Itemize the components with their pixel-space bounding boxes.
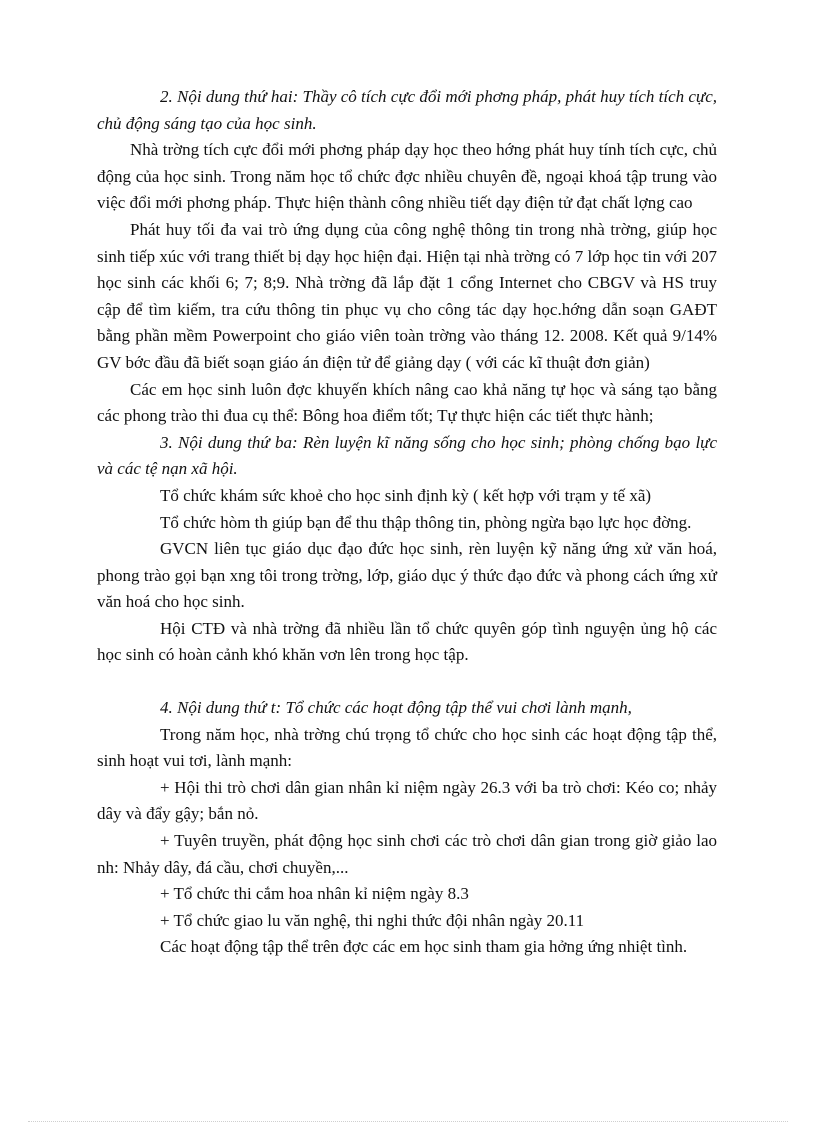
section-heading-3: 3. Nội dung thứ ba: Rèn luyện kĩ năng sống cho học sinh; phòng chống bạo lực và các tệ nạn xã hội. xyxy=(97,432,717,479)
paragraph: Các hoạt động tập thể trên đợc các em học sinh tham gia hởng ứng nhiệt tình. xyxy=(160,937,688,957)
section-heading-4: 4. Nội dung thứ t: Tổ chức các hoạt động tập thể vui chơi lành mạnh, xyxy=(160,698,632,718)
section-heading-2: 2. Nội dung thứ hai: Thầy cô tích cực đổi mới phơng pháp, phát huy tích tích cực, chủ động sáng tạo của học sinh. xyxy=(97,87,717,133)
list-item: + Tuyên truyền, phát động học sinh chơi các trò chơi dân gian trong giờ giảo lao nh: Nhảy dây, đá cầu, chơi chuyền,... xyxy=(97,831,717,877)
page-bottom-rule xyxy=(28,1121,788,1122)
paragraph: Tổ chức hòm th giúp bạn để thu thập thông tin, phòng ngừa bạo lực học đờng. xyxy=(160,512,692,532)
list-item: + Tổ chức giao lu văn nghệ, thi nghi thức đội nhân ngày 20.11 xyxy=(160,910,585,930)
document-body xyxy=(97,84,717,961)
paragraph: Hội CTĐ và nhà trờng đã nhiều lần tổ chức quyên góp tình nguyện ủng hộ các học sinh có hoàn cảnh khó khăn vơn lên trong học tập. xyxy=(97,618,717,665)
paragraph: Phát huy tối đa vai trò ứng dụng của công nghệ thông tin trong nhà trờng, giúp học sinh tiếp xúc với trang thiết bị dạy học hiện đại. Hiện tại nhà trờng có 7 lớp học tin với 207 học sinh các khối 6; 7; 8;9. Nhà trờng đã lắp đặt 1 cổng Internet cho CBGV và HS truy cập để tìm kiếm, tra cứu thông tin phục vụ cho công tác dạy học.hớng dẫn soạn GAĐT bằng phần mềm Powerpoint cho giáo viên toàn trờng vào tháng 12. 2008. Kết quả 9/14% GV bớc đầu đã biết soạn giáo án điện tử để giảng dạy ( với các kĩ thuật đơn giản) xyxy=(97,219,717,372)
paragraph: GVCN liên tục giáo dục đạo đức học sinh, rèn luyện kỹ năng ứng xử văn hoá, phong trào gọi bạn xng tôi trong trờng, lớp, giáo dục ý thức đạo đức và phong cách ứng xử văn hoá cho học sinh. xyxy=(97,539,717,612)
paragraph: Nhà trờng tích cực đổi mới phơng pháp dạy học theo hớng phát huy tính tích cực, chủ động của học sinh. Trong năm học tổ chức đợc nhiều chuyên đề, ngoại khoá tập trung vào việc đổi mới phơng pháp. Thực hiện thành công nhiều tiết dạy điện tử đạt chất lợng cao xyxy=(97,140,717,213)
list-item: + Tổ chức thi cắm hoa nhân kỉ niệm ngày 8.3 xyxy=(160,884,469,904)
paragraph: Các em học sinh luôn đợc khuyến khích nâng cao khả năng tự học và sáng tạo bằng các phong trào thi đua cụ thể: Bông hoa điểm tốt; Tự thực hiện các tiết thực hành; xyxy=(97,379,717,426)
paragraph: Tổ chức khám sức khoẻ cho học sinh định kỳ ( kết hợp với trạm y tế xã) xyxy=(160,485,652,505)
blank-line xyxy=(97,669,717,695)
list-item: + Hội thi trò chơi dân gian nhân kỉ niệm ngày 26.3 với ba trò chơi: Kéo co; nhảy dây và đẩy gậy; bắn nỏ. xyxy=(97,777,717,824)
paragraph: Trong năm học, nhà trờng chú trọng tổ chức cho học sinh các hoạt động tập thể, sinh hoạt vui tơi, lành mạnh: xyxy=(97,724,717,771)
